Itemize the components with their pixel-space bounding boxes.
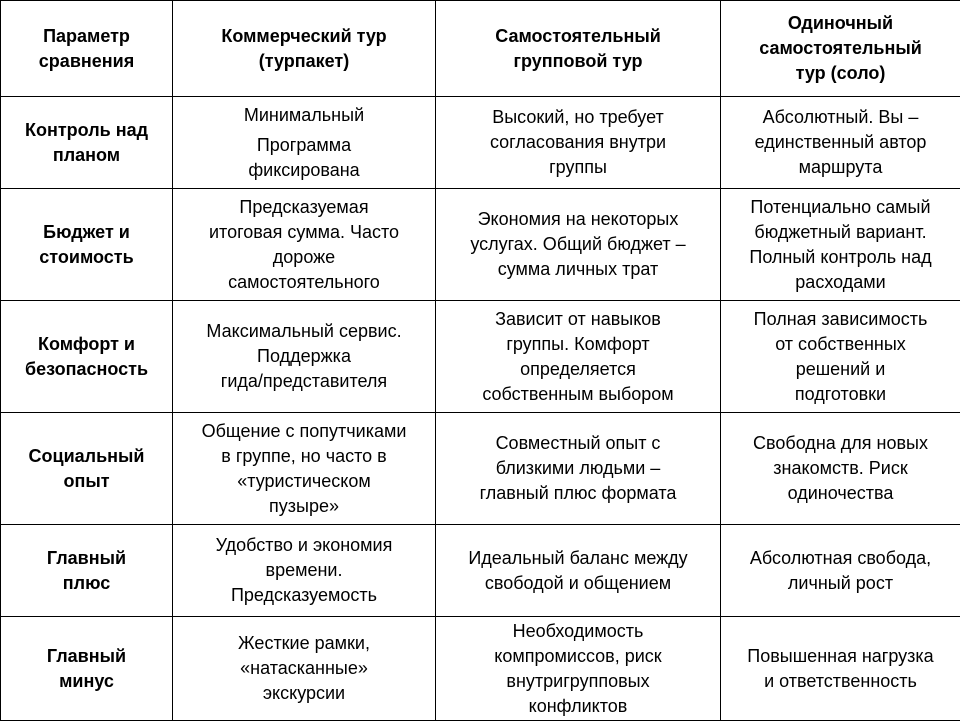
solo-cell: Абсолютный. Вы – единственный автор маршрута: [721, 97, 960, 189]
solo-cell: Повышенная нагрузка и ответственность: [721, 617, 960, 721]
solo-cell: Абсолютная свобода, личный рост: [721, 525, 960, 617]
row-parameter-cell: Главный плюс: [1, 525, 173, 617]
table-row: [1, 525, 960, 617]
table-row: [1, 413, 960, 525]
commercial-cell: Максимальный сервис. Поддержка гида/представителя: [173, 301, 436, 413]
table-row: [1, 301, 960, 413]
commercial-cell: Удобство и экономия времени. Предсказуемость: [173, 525, 436, 617]
commercial-cell: Минимальный Программа фиксирована: [173, 97, 436, 189]
row-parameter-cell: Бюджет и стоимость: [1, 189, 173, 301]
solo-cell: Потенциально самый бюджетный вариант. Полный контроль над расходами: [721, 189, 960, 301]
solo-cell: Свободна для новых знакомств. Риск одиночества: [721, 413, 960, 525]
commercial-cell: Предсказуемая итоговая сумма. Часто дороже самостоятельного: [173, 189, 436, 301]
header-commercial-tour: Коммерческий тур (турпакет): [173, 1, 436, 97]
row-parameter-cell: Комфорт и безопасность: [1, 301, 173, 413]
group-cell: Совместный опыт с близкими людьми – главный плюс формата: [436, 413, 721, 525]
header-solo-tour: Одиночный самостоятельный тур (соло): [721, 1, 960, 97]
header-parameter: Параметр сравнения: [1, 1, 173, 97]
row-parameter-cell: Социальный опыт: [1, 413, 173, 525]
group-cell: Экономия на некоторых услугах. Общий бюджет – сумма личных трат: [436, 189, 721, 301]
table-row: [1, 97, 960, 189]
header-group-tour: Самостоятельный групповой тур: [436, 1, 721, 97]
commercial-cell: Общение с попутчиками в группе, но часто в «туристическом пузыре»: [173, 413, 436, 525]
solo-cell: Полная зависимость от собственных решений и подготовки: [721, 301, 960, 413]
table-row: [1, 189, 960, 301]
group-cell: Необходимость компромиссов, риск внутригрупповых конфликтов: [436, 617, 721, 721]
row-parameter-cell: Контроль над планом: [1, 97, 173, 189]
group-cell: Идеальный баланс между свободой и общением: [436, 525, 721, 617]
group-cell: Зависит от навыков группы. Комфорт определяется собственным выбором: [436, 301, 721, 413]
commercial-cell: Жесткие рамки, «натасканные» экскурсии: [173, 617, 436, 721]
group-cell: Высокий, но требует согласования внутри группы: [436, 97, 721, 189]
table-row: [1, 617, 960, 721]
row-parameter-cell: Главный минус: [1, 617, 173, 721]
header-row: [1, 1, 960, 97]
